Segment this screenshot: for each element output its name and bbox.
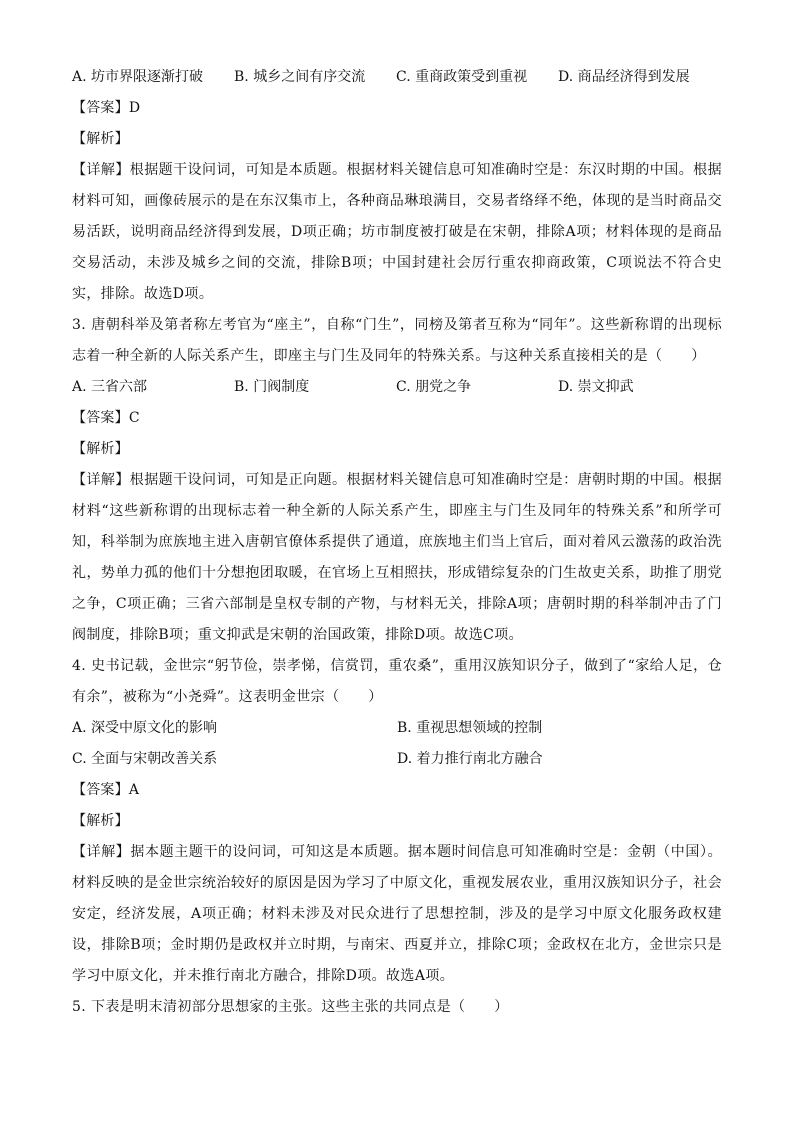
q4-option-a: A. 深受中原文化的影响 — [72, 720, 218, 736]
q3-option-a: A. 三省六部 — [72, 379, 148, 395]
q4-stem: 4. 史书记载，金世宗“躬节俭，崇孝悌，信赏罚，重农桑”，重用汉族知识分子，做到了“家给人足，仓有余”，被称为“小尧舜”。这表明金世宗（ ） — [72, 658, 722, 705]
q3-options — [72, 372, 722, 403]
q3-detail — [72, 465, 722, 651]
detail-text: 据本题主题干的设问词，可知这是本质题。据本题时间信息可知准确时空是：金朝（中国）。材料反映的是金世宗统治较好的原因是因为学习了中原文化，重视发展农业，重用汉族知识分子，社会安定，经济发展，A项正确；材料未涉及对民众进行了思想控制，涉及的是学习中原文化服务政权建设，排除B项；金时期仍是政权并立时期，与南宋、西夏并立，排除C项；金政权在北方，金世宗只是学习中原文化，并未推行南北方融合，排除D项。故选A项。 — [72, 844, 722, 984]
detail-text: 根据题干设问词，可知是正向题。根据材料关键信息可知准确时空是：唐朝时期的中国。根据材料“这些新称谓的出现标志着一种全新的人际关系产生，即座主与门生及同年的特殊关系”和所学可知，科举制为庶族地主进入唐朝官僚体系提供了通道，庶族地主们当上官后，面对着风云激荡的政治洗礼，势单力孤的他们十分想抱团取暖，在官场上互相照扶，形成错综复杂的门生故吏关系，助推了朋党之争，C项正确；三省六部制是皇权专制的产物，与材料无关，排除A项；唐朝时期的科举制冲击了门阀制度，排除B项；重文抑武是宋朝的治国政策，排除D项。故选C项。 — [72, 472, 722, 643]
answer-label: 【答案】 — [72, 782, 129, 798]
q2-option-d: D. 商品经济得到发展 — [558, 69, 690, 85]
q2-options — [72, 62, 722, 93]
q2-option-b: B. 城乡之间有序交流 — [234, 69, 366, 85]
q4-option-c: C. 全面与宋朝改善关系 — [72, 751, 218, 767]
document-page — [72, 62, 722, 1023]
q2-option-a: A. 坊市界限逐渐打破 — [72, 69, 204, 85]
answer-value: A — [128, 782, 140, 798]
q4-option-d: D. 着力推行南北方融合 — [397, 751, 543, 767]
q3-option-c: C. 朋党之争 — [396, 379, 472, 395]
q2-answer — [72, 93, 722, 124]
q3-option-b: B. 门阀制度 — [234, 379, 310, 395]
q4-detail — [72, 837, 722, 992]
q4-answer — [72, 775, 722, 806]
q3-option-d: D. 崇文抑武 — [558, 379, 634, 395]
q4-option-b: B. 重视思想领域的控制 — [397, 720, 543, 736]
answer-label: 【答案】 — [72, 100, 129, 116]
q5-stem: 5. 下表是明末清初部分思想家的主张。这些主张的共同点是（ ） — [72, 999, 509, 1015]
detail-label: 【详解】 — [72, 844, 131, 860]
q4-analysis-label: 【解析】 — [72, 813, 129, 829]
q2-detail — [72, 155, 722, 310]
q3-answer — [72, 403, 722, 434]
q4-options-row-1 — [72, 713, 722, 744]
q2-analysis-label: 【解析】 — [72, 131, 129, 147]
detail-label: 【详解】 — [72, 162, 130, 178]
q4-options-row-2 — [72, 744, 722, 775]
q2-option-c: C. 重商政策受到重视 — [396, 69, 528, 85]
q3-stem: 3. 唐朝科举及第者称左考官为“座主”，自称“门生”，同榜及第者互称为“同年”。这些新称谓的出现标志着一种全新的人际关系产生，即座主与门生及同年的特殊关系。与这种关系直接相关的是（ ） — [72, 317, 722, 364]
detail-text: 根据题干设问词，可知是本质题。根据材料关键信息可知准确时空是：东汉时期的中国。根据材料可知，画像砖展示的是在东汉集市上，各种商品琳琅满目，交易者络绎不绝，体现的是当时商品交易活跃，说明商品经济得到发展，D项正确；坊市制度被打破是在宋朝，排除A项；材料体现的是商品交易活动，未涉及城乡之间的交流，排除B项；中国封建社会厉行重农抑商政策，C项说法不符合史实，排除。故选D项。 — [72, 162, 722, 302]
detail-label: 【详解】 — [72, 472, 130, 488]
answer-label: 【答案】 — [72, 410, 129, 426]
answer-value: C — [128, 410, 140, 426]
q3-analysis-label: 【解析】 — [72, 441, 129, 457]
answer-value: D — [128, 100, 141, 116]
